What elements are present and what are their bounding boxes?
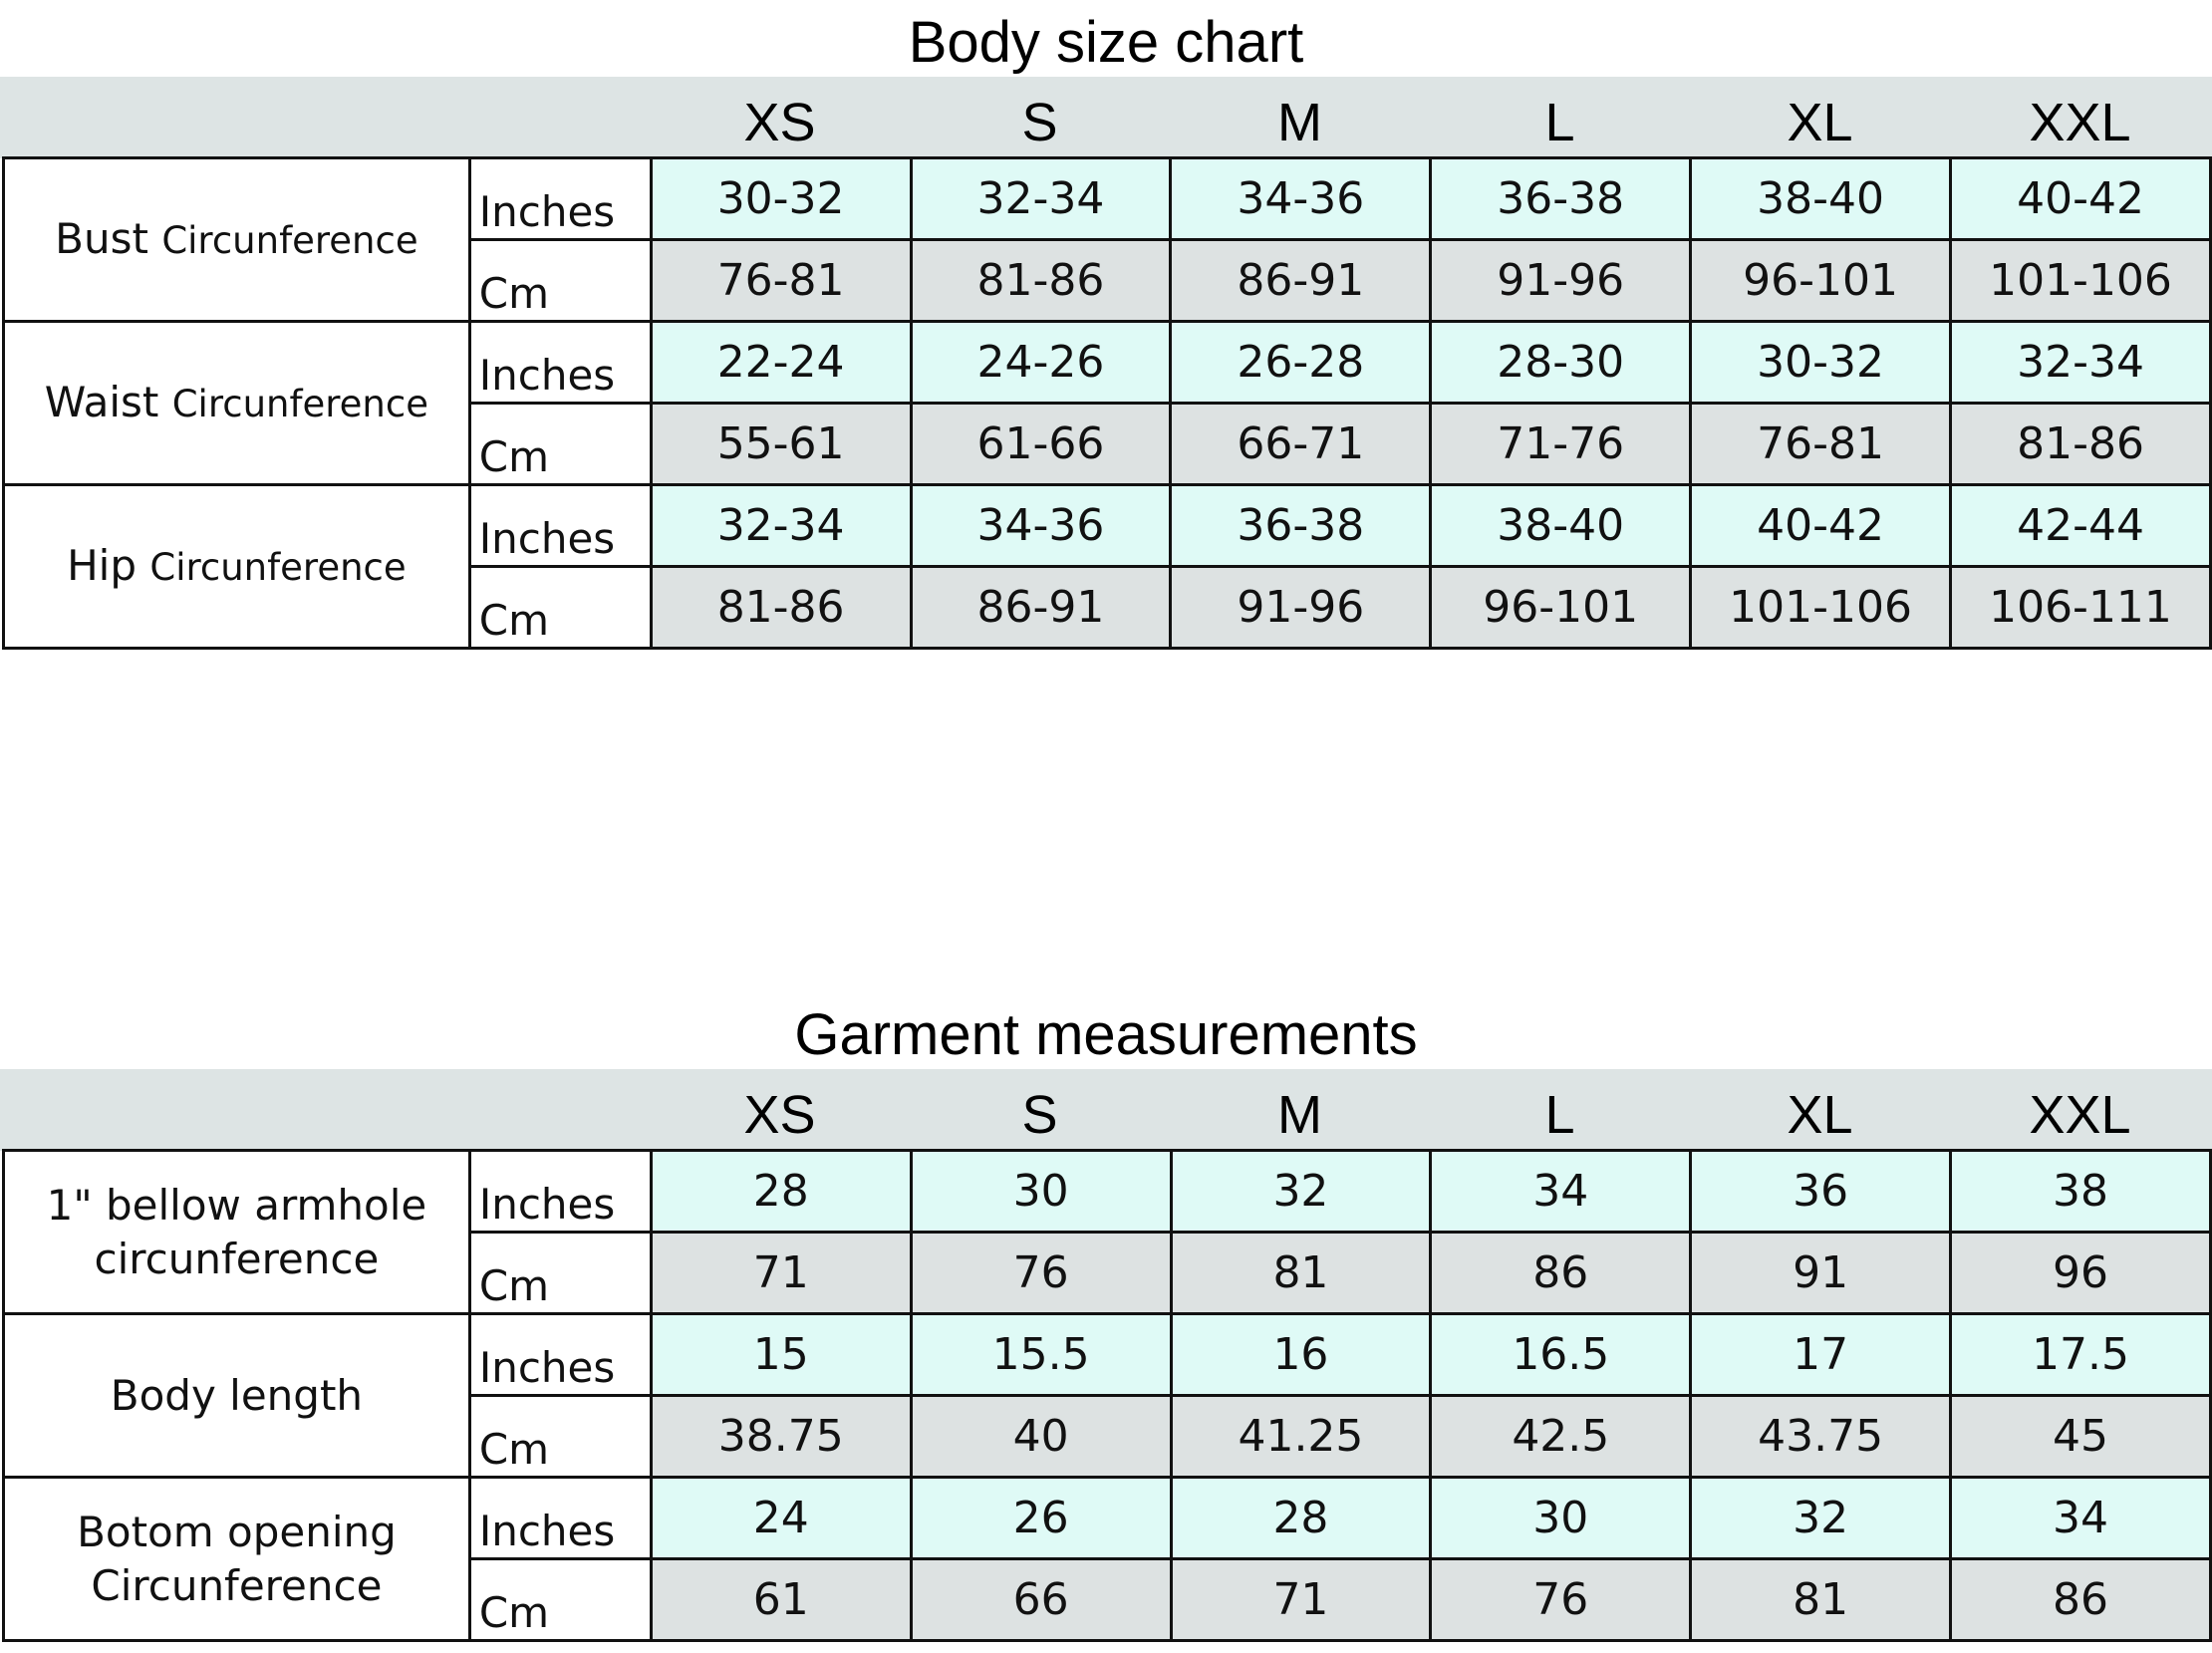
cell-value: 66-71 bbox=[1171, 404, 1431, 485]
unit-cm: Cm bbox=[469, 1233, 651, 1314]
cell-value: 42.5 bbox=[1431, 1396, 1691, 1478]
body-size-chart bbox=[0, 77, 2212, 660]
cell-value: 24 bbox=[651, 1478, 911, 1559]
size-header-m: M bbox=[1277, 1085, 1322, 1145]
garment-chart-title: Garment measurements bbox=[794, 1002, 1418, 1067]
table-row bbox=[4, 1478, 2211, 1559]
cell-value: 96-101 bbox=[1431, 567, 1691, 649]
cell-value: 76 bbox=[911, 1233, 1171, 1314]
cell-value: 106-111 bbox=[1951, 567, 2211, 649]
unit-cm: Cm bbox=[469, 404, 651, 485]
cell-value: 76 bbox=[1431, 1559, 1691, 1641]
cell-value: 15.5 bbox=[911, 1314, 1171, 1396]
table-row bbox=[4, 1151, 2211, 1233]
cell-value: 15 bbox=[651, 1314, 911, 1396]
cell-value: 36 bbox=[1691, 1151, 1951, 1233]
unit-inches: Inches bbox=[469, 485, 651, 567]
label-line: Botom opening bbox=[77, 1507, 397, 1556]
cell-value: 76-81 bbox=[1691, 404, 1951, 485]
cell-value: 66 bbox=[911, 1559, 1171, 1641]
label-sub: Circunference bbox=[161, 218, 418, 262]
body-size-table bbox=[2, 156, 2212, 650]
cell-value: 16.5 bbox=[1431, 1314, 1691, 1396]
row-label-hip bbox=[4, 485, 470, 649]
cell-value: 22-24 bbox=[651, 322, 911, 404]
cell-value: 32-34 bbox=[911, 158, 1171, 240]
cell-value: 24-26 bbox=[911, 322, 1171, 404]
cell-value: 32-34 bbox=[1951, 322, 2211, 404]
cell-value: 86-91 bbox=[1171, 240, 1431, 322]
cell-value: 96-101 bbox=[1691, 240, 1951, 322]
cell-value: 96 bbox=[1951, 1233, 2211, 1314]
table-row bbox=[4, 485, 2211, 567]
cell-value: 34-36 bbox=[1171, 158, 1431, 240]
label-main: Bust bbox=[55, 213, 148, 263]
row-label-waist bbox=[4, 322, 470, 485]
unit-inches: Inches bbox=[469, 1151, 651, 1233]
size-header-xl: XL bbox=[1787, 1085, 1853, 1145]
cell-value: 91-96 bbox=[1431, 240, 1691, 322]
cell-value: 34 bbox=[1951, 1478, 2211, 1559]
cell-value: 30 bbox=[1431, 1478, 1691, 1559]
cell-value: 101-106 bbox=[1951, 240, 2211, 322]
cell-value: 43.75 bbox=[1691, 1396, 1951, 1478]
label-line: circunference bbox=[94, 1234, 380, 1283]
unit-cm: Cm bbox=[469, 240, 651, 322]
label-line: 1" bellow armhole bbox=[46, 1180, 427, 1230]
cell-value: 40-42 bbox=[1691, 485, 1951, 567]
cell-value: 55-61 bbox=[651, 404, 911, 485]
cell-value: 81 bbox=[1171, 1233, 1431, 1314]
cell-value: 86 bbox=[1951, 1559, 2211, 1641]
cell-value: 71 bbox=[651, 1233, 911, 1314]
unit-inches: Inches bbox=[469, 1478, 651, 1559]
cell-value: 36-38 bbox=[1431, 158, 1691, 240]
row-label-armhole bbox=[4, 1151, 470, 1314]
cell-value: 17.5 bbox=[1951, 1314, 2211, 1396]
cell-value: 32-34 bbox=[651, 485, 911, 567]
cell-value: 91-96 bbox=[1171, 567, 1431, 649]
cell-value: 61-66 bbox=[911, 404, 1171, 485]
cell-value: 40-42 bbox=[1951, 158, 2211, 240]
size-header-xxl: XXL bbox=[2029, 1085, 2131, 1145]
cell-value: 71-76 bbox=[1431, 404, 1691, 485]
cell-value: 81-86 bbox=[1951, 404, 2211, 485]
cell-value: 91 bbox=[1691, 1233, 1951, 1314]
table-row bbox=[4, 322, 2211, 404]
row-label-body-length bbox=[4, 1314, 470, 1478]
size-header-m: M bbox=[1277, 93, 1322, 152]
cell-value: 30-32 bbox=[1691, 322, 1951, 404]
cell-value: 45 bbox=[1951, 1396, 2211, 1478]
cell-value: 41.25 bbox=[1171, 1396, 1431, 1478]
cell-value: 81-86 bbox=[651, 567, 911, 649]
cell-value: 17 bbox=[1691, 1314, 1951, 1396]
size-header-l: L bbox=[1544, 1085, 1575, 1145]
size-header-s: S bbox=[1021, 1085, 1058, 1145]
cell-value: 36-38 bbox=[1171, 485, 1431, 567]
cell-value: 28 bbox=[1171, 1478, 1431, 1559]
cell-value: 38 bbox=[1951, 1151, 2211, 1233]
cell-value: 34-36 bbox=[911, 485, 1171, 567]
cell-value: 26-28 bbox=[1171, 322, 1431, 404]
size-header-s: S bbox=[1021, 93, 1058, 152]
cell-value: 30 bbox=[911, 1151, 1171, 1233]
cell-value: 76-81 bbox=[651, 240, 911, 322]
row-label-bottom-opening bbox=[4, 1478, 470, 1641]
label-sub: Circunference bbox=[149, 545, 407, 589]
cell-value: 86-91 bbox=[911, 567, 1171, 649]
unit-cm: Cm bbox=[469, 1396, 651, 1478]
unit-inches: Inches bbox=[469, 322, 651, 404]
unit-inches: Inches bbox=[469, 158, 651, 240]
cell-value: 61 bbox=[651, 1559, 911, 1641]
unit-cm: Cm bbox=[469, 1559, 651, 1641]
table-row bbox=[4, 1314, 2211, 1396]
cell-value: 28-30 bbox=[1431, 322, 1691, 404]
cell-value: 38-40 bbox=[1691, 158, 1951, 240]
cell-value: 16 bbox=[1171, 1314, 1431, 1396]
label-line: Circunference bbox=[91, 1560, 383, 1610]
size-header-l: L bbox=[1544, 93, 1575, 152]
size-header-xs: XS bbox=[743, 1085, 816, 1145]
cell-value: 101-106 bbox=[1691, 567, 1951, 649]
label-sub: Circunference bbox=[171, 382, 428, 425]
cell-value: 30-32 bbox=[651, 158, 911, 240]
table-row bbox=[4, 158, 2211, 240]
cell-value: 42-44 bbox=[1951, 485, 2211, 567]
cell-value: 81-86 bbox=[911, 240, 1171, 322]
unit-cm: Cm bbox=[469, 567, 651, 649]
garment-measurements-table bbox=[2, 1149, 2212, 1642]
size-header-xl: XL bbox=[1787, 93, 1853, 152]
cell-value: 81 bbox=[1691, 1559, 1951, 1641]
row-label-bust bbox=[4, 158, 470, 322]
label-main: Hip bbox=[67, 540, 138, 590]
cell-value: 86 bbox=[1431, 1233, 1691, 1314]
cell-value: 71 bbox=[1171, 1559, 1431, 1641]
unit-inches: Inches bbox=[469, 1314, 651, 1396]
cell-value: 28 bbox=[651, 1151, 911, 1233]
garment-measurements-chart bbox=[0, 1069, 2212, 1652]
cell-value: 26 bbox=[911, 1478, 1171, 1559]
cell-value: 32 bbox=[1691, 1478, 1951, 1559]
cell-value: 34 bbox=[1431, 1151, 1691, 1233]
label-main: Waist bbox=[44, 377, 159, 426]
label-line: Body length bbox=[110, 1370, 364, 1420]
size-header-xs: XS bbox=[743, 93, 816, 152]
cell-value: 32 bbox=[1171, 1151, 1431, 1233]
cell-value: 40 bbox=[911, 1396, 1171, 1478]
cell-value: 38.75 bbox=[651, 1396, 911, 1478]
body-chart-title: Body size chart bbox=[908, 10, 1304, 75]
size-header-xxl: XXL bbox=[2029, 93, 2131, 152]
cell-value: 38-40 bbox=[1431, 485, 1691, 567]
